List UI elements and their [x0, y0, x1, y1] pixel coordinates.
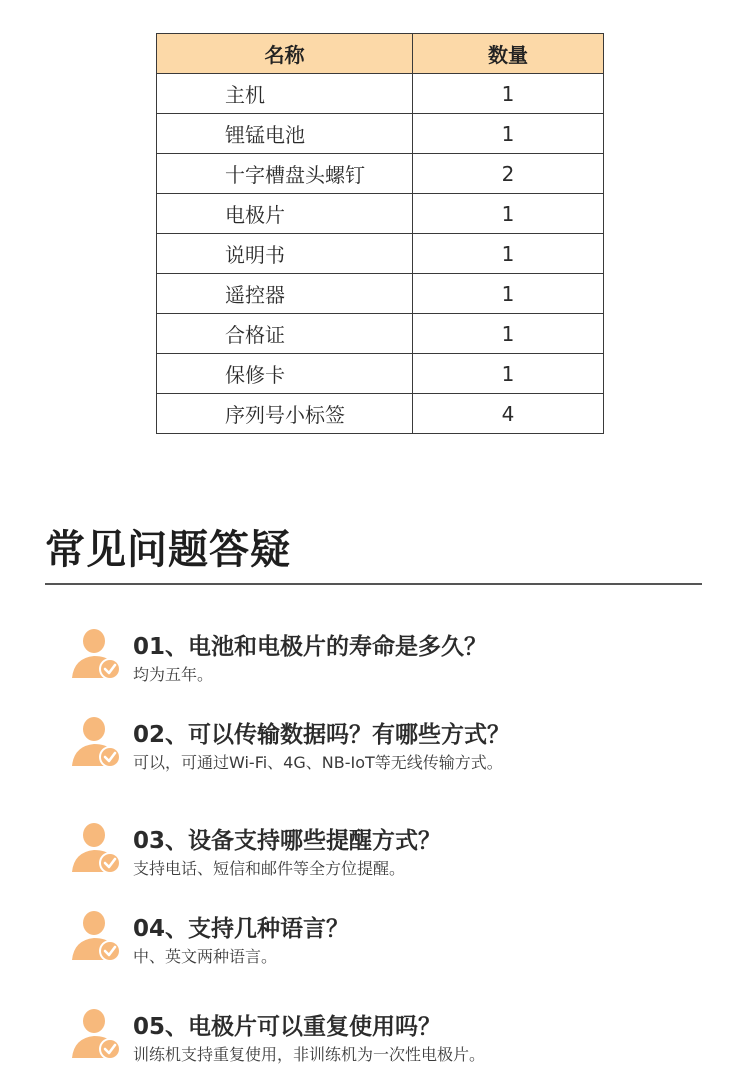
- table-row: [157, 354, 604, 394]
- faq-question: 05、电极片可以重复使用吗？: [133, 1014, 442, 1040]
- item-name-cell: 保修卡: [157, 354, 413, 394]
- faq-answer: 中、英文两种语言。: [133, 947, 278, 966]
- column-header-quantity: 数量: [413, 34, 604, 74]
- column-header-name: 名称: [157, 34, 413, 74]
- faq-question: 02、可以传输数据吗？有哪些方式？: [133, 722, 511, 748]
- item-quantity-cell: 1: [413, 114, 604, 154]
- table-row: [157, 274, 604, 314]
- faq-item: [0, 628, 750, 708]
- item-name-cell: 十字槽盘头螺钉: [157, 154, 413, 194]
- faq-question: 03、设备支持哪些提醒方式？: [133, 828, 442, 854]
- table-row: [157, 194, 604, 234]
- section-divider: [45, 583, 702, 585]
- faq-item: [0, 716, 750, 796]
- table-row: [157, 114, 604, 154]
- item-quantity-cell: 1: [413, 354, 604, 394]
- item-quantity-cell: 4: [413, 394, 604, 434]
- user-check-icon: [68, 1008, 124, 1064]
- faq-answer: 均为五年。: [133, 665, 214, 684]
- user-check-icon: [68, 628, 124, 684]
- faq-item: [0, 1008, 750, 1088]
- faq-item: [0, 910, 750, 990]
- faq-answer: 可以，可通过Wi-Fi、4G、NB-IoT等无线传输方式。: [133, 753, 503, 772]
- item-name-cell: 锂锰电池: [157, 114, 413, 154]
- table-row: [157, 74, 604, 114]
- faq-question: 04、支持几种语言？: [133, 916, 350, 942]
- faq-question: 01、电池和电极片的寿命是多久？: [133, 634, 488, 660]
- item-name-cell: 说明书: [157, 234, 413, 274]
- table-header-row: [157, 34, 604, 74]
- faq-answer: 训练机支持重复使用，非训练机为一次性电极片。: [133, 1045, 486, 1064]
- item-name-cell: 主机: [157, 74, 413, 114]
- faq-answer: 支持电话、短信和邮件等全方位提醒。: [133, 859, 406, 878]
- item-name-cell: 合格证: [157, 314, 413, 354]
- item-name-cell: 电极片: [157, 194, 413, 234]
- user-check-icon: [68, 910, 124, 966]
- item-quantity-cell: 2: [413, 154, 604, 194]
- table-row: [157, 154, 604, 194]
- item-quantity-cell: 1: [413, 234, 604, 274]
- item-name-cell: 序列号小标签: [157, 394, 413, 434]
- faq-section-title: 常见问题答疑: [45, 527, 291, 573]
- item-quantity-cell: 1: [413, 274, 604, 314]
- table-row: [157, 234, 604, 274]
- faq-item: [0, 822, 750, 902]
- user-check-icon: [68, 716, 124, 772]
- item-name-cell: 遥控器: [157, 274, 413, 314]
- table-row: [157, 314, 604, 354]
- packing-list-table: [156, 33, 604, 434]
- item-quantity-cell: 1: [413, 314, 604, 354]
- item-quantity-cell: 1: [413, 74, 604, 114]
- table-row: [157, 394, 604, 434]
- user-check-icon: [68, 822, 124, 878]
- item-quantity-cell: 1: [413, 194, 604, 234]
